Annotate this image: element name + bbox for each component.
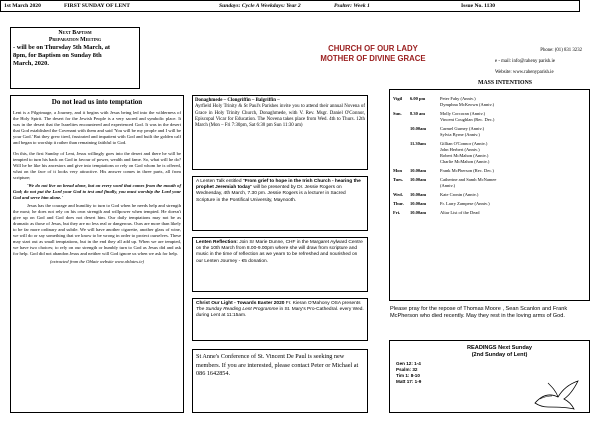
mass-intention-names: Catherine and Samh McNamee: [440, 177, 497, 182]
svdp-box: [192, 349, 368, 413]
lenten-talk-box: [192, 176, 368, 231]
header-issue: Issue No. 1130: [461, 3, 496, 9]
easter-italic: The Sunday Reading Lent Programme: [196, 307, 279, 313]
mass-intention-time: [410, 132, 440, 138]
mass-intention-time: 6.00 pm: [410, 96, 426, 101]
mass-intention-names: Fr. Larry Zampese (Anniv.): [440, 201, 490, 206]
mass-intention-row: [393, 132, 586, 138]
baptism-heading: Next Baptism: [58, 30, 92, 36]
mass-intention-names: John Herbert (Anniv.): [440, 147, 480, 152]
mass-intention-names: Carmel Gurney (Anniv.): [440, 126, 485, 131]
mass-intention-time: 10.00am: [410, 168, 427, 173]
contact-email[interactable]: e - mail: info@raheny parish.ie: [495, 59, 555, 64]
temptation-p2: On this, the first Sunday of Lent, Jesus willingly goes into the desert and there he will be tempted to turn his back on God in favour of power, wealth and fame. So, what will he do? Will he be like his ancestors and give into temptations or rely on God whom he is offered, what on the face of it looks very attractive. His answer comes in three parts, all from scripture;: [13, 151, 181, 180]
mass-intention-time: [410, 183, 440, 189]
readings-heading: READINGS Next Sunday: [467, 345, 532, 351]
contact-website[interactable]: Website: www.rahenyparish.ie: [495, 70, 554, 75]
novena-title: Donaghmede – Clongriffin – Balgriffin –: [195, 98, 280, 103]
baptism-box: [10, 27, 140, 89]
easter-body2: in St. Mary's Pro-Cathedral. every Wed. during Lent at 11:15am.: [196, 307, 364, 319]
mass-intention-time: 8.30 am: [410, 111, 425, 116]
mass-intention-time: 10.00am: [410, 126, 427, 131]
lenten-talk-title: From grief to hope in the Irish Church - hearing the prophet Jeremiah today: [196, 179, 361, 191]
header-psalter: Psalter: Week 1: [334, 3, 370, 9]
lenten-talk-body: " will be presented by Dr. Jessie Rogers on Wednesday, 4th March, 7.30 pm. Jessie Rogers is a lecturer in Sacred Scripture in the Pontifical University, Maynooth.: [196, 185, 346, 203]
mass-intention-names: Robert McMahon (Anniv.): [440, 153, 489, 158]
mass-intention-time: 10.00am: [410, 201, 427, 206]
mass-intention-day: [393, 159, 410, 165]
mass-intention-day: Wed.: [393, 192, 403, 197]
mass-intention-names: Molly Corcoran (Anniv.): [440, 111, 486, 116]
mass-intention-names: Kate Cronin (Anniv.): [440, 192, 479, 197]
header-bar: [0, 0, 580, 12]
dove-icon: [530, 377, 580, 411]
svdp-text: St Anne's Conference of St. Vincent De Paul is seeking new members. If you are interested, please contact Peter or Michael at 086 1642854.: [196, 353, 359, 378]
reflection-title: Lenten Reflection:: [196, 240, 238, 245]
reading-item: Tim 1: 8-10: [396, 373, 420, 378]
mass-intention-row: [393, 192, 586, 198]
mass-intention-day: Fri.: [393, 210, 401, 215]
mass-intention-row: [393, 201, 586, 207]
baptism-subheading: Preparation Meeting: [48, 37, 102, 43]
mass-intention-names: (Anniv.): [440, 183, 456, 188]
mass-intention-time: [410, 159, 440, 165]
mass-intention-names: Sylvia Byrne (Anniv.): [440, 132, 480, 137]
mass-intention-row: [393, 117, 586, 123]
reading-item: Gen 12: 1-4: [396, 361, 421, 366]
temptation-title: Do not lead us into temptation: [51, 98, 143, 106]
temptation-p3: Jesus has the courage and humility to turn to God when he needs help and strength the most; he does not rely on his own strength and willpower when tempted. He doesn't give up on God and God does not desert him. Our daily temptations may not be as dramatic as those of Jesus, but they are no less real or dangerous. Ours are more than likely to be far more ordinary and subtle. We will have another cigarette, another glass of wine, we will do or say something that we know to be wrong in order to protect ourselves. These may start out as small temptations, but in the end they all add up. When we are tempted, we have two choices; to rely on our strength or humbly turn to God as Jesus did and ask for help. God did not abandon Jesus and neither will God ignore us when we ask for help.: [13, 203, 181, 256]
mass-intention-day: Tues.: [393, 177, 403, 182]
lenten-talk-lead: A Lenten Talk entitled ": [196, 179, 245, 184]
mass-intention-names: Peter Fahy (Anniv.): [440, 96, 476, 101]
church-name: [288, 44, 458, 64]
mass-intention-names: Dymphna McKeown (Anniv.): [440, 102, 495, 107]
mass-intention-names: Altar List of the Dead: [440, 210, 480, 215]
mass-intention-row: [393, 168, 586, 174]
mass-intention-day: [393, 117, 410, 123]
baptism-line3: March, 2020.: [13, 60, 49, 67]
pray-box: [390, 306, 588, 321]
temptation-p1: Lent is a Pilgrimage, a Journey, and it begins with Jesus being led into the wilderness of the Holy Spirit. The desert for the Jewish People is a very sacred and symbolic place. It was in the desert that the Israelites encountered and experienced God. It was in the desert that God established the Covenant with them and said 'You will be my people and I will be your God.' But they grew tired, frustrated and impatient with God and built the golden calf and began to worship it rather than remaining faithful to God.: [13, 110, 181, 145]
mass-intention-names: Gillian O'Connor (Anniv.): [440, 141, 488, 146]
mass-intention-row: [393, 102, 586, 108]
reading-item: Matt 17: 1-9: [396, 379, 422, 384]
mass-intention-time: 10.00am: [410, 210, 427, 215]
novena-body: Ayrfield Holy Trinity & St Paul's Parishes invite you to attend their annual Novena of Grace in Holy Trinity Church, Donaghmede, with V. Rev. Msgr. Daniel O'Connor, Episcopal Vicar for Education. The Novena takes place from Wed. 4th to Thurs. 12th March (Mon – Fri 7:30pm, Sat 6:30 pm Sun 11:30 am): [195, 104, 365, 129]
reflection-body: Join Sr Marie Dunne, CHF in the Margaret Aylward Centre on the 10th March from 8.00-9.00pm where she will draw from scripture and music in the time of reflection as we yearn to be refreshed and nourished on our Lenten Journey - €5 donation.: [196, 240, 363, 264]
novena-box: [192, 95, 368, 170]
mass-intentions-list: [393, 96, 586, 216]
mass-intention-time: [410, 117, 440, 123]
mass-intention-day: [393, 102, 410, 108]
church-name-line1: CHURCH OF OUR LADY: [328, 44, 418, 53]
mass-intention-row: [393, 183, 586, 189]
header-cycle: Sundays: Cycle A Weekdays: Year 2: [219, 3, 301, 9]
contact-phone: Phone: (01) 831 3232: [540, 48, 582, 53]
contact-block: [495, 45, 590, 78]
baptism-line1: - will be on Thursday 5th March, at: [13, 44, 111, 51]
mass-intention-row: [393, 210, 586, 216]
church-name-line2: MOTHER OF DIVINE GRACE: [320, 54, 426, 63]
temptation-article: [10, 95, 184, 413]
mass-intentions-box: [389, 89, 590, 301]
mass-intention-day: Mon: [393, 168, 402, 173]
mass-intention-row: [393, 159, 586, 165]
mass-intention-names: Charlie McMahon (Anniv.): [440, 159, 490, 164]
mass-intention-day: [393, 132, 410, 138]
mass-intention-day: Sun.: [393, 111, 402, 116]
mass-intention-day: Vigil: [393, 96, 403, 101]
readings-box: [389, 340, 590, 413]
easter-body1: Fr. Kieran O'Mahony OSA presents: [285, 301, 361, 306]
header-date: 1st March 2020: [4, 3, 41, 9]
mass-intentions-heading: MASS INTENTIONS: [478, 80, 532, 86]
reading-item: Psalm: 32: [396, 367, 418, 372]
lenten-reflection-box: [192, 237, 368, 292]
mass-intention-time: 10.00am: [410, 192, 427, 197]
easter-box: [192, 298, 368, 341]
mass-intention-day: [393, 183, 410, 189]
baptism-line2: 8pm, for Baptism on Sunday 8th: [13, 52, 102, 59]
pray-text: Please pray for the repose of Thomas Moore , Sean Scanlon and Frank McPherson who died recently. May they rest in the loving arms of God.: [390, 306, 568, 320]
temptation-credit: (extracted from the Oblate website www.oblates.ie): [49, 259, 145, 264]
mass-intention-names: Frank McPherson (Rec. Dec.): [440, 168, 494, 173]
readings-subheading: (2nd Sunday of Lent): [471, 352, 528, 358]
mass-intention-names: Vincent Coughlan (Rec. Dec.): [440, 117, 495, 122]
mass-intention-day: Thur.: [393, 201, 404, 206]
mass-intention-time: [410, 102, 440, 108]
easter-title: Christ Our Light - Towards Easter 2020: [196, 301, 285, 306]
mass-intention-time: 11.30am: [410, 141, 426, 146]
header-title: FIRST SUNDAY OF LENT: [64, 3, 130, 9]
temptation-quote: 'We do not live on bread alone, but on every word that comes from the mouth of God; do not put the Lord your God to test and finally, you must worship the Lord your God and serve him alone.': [13, 183, 181, 200]
mass-intention-time: 10.00am: [410, 177, 427, 182]
